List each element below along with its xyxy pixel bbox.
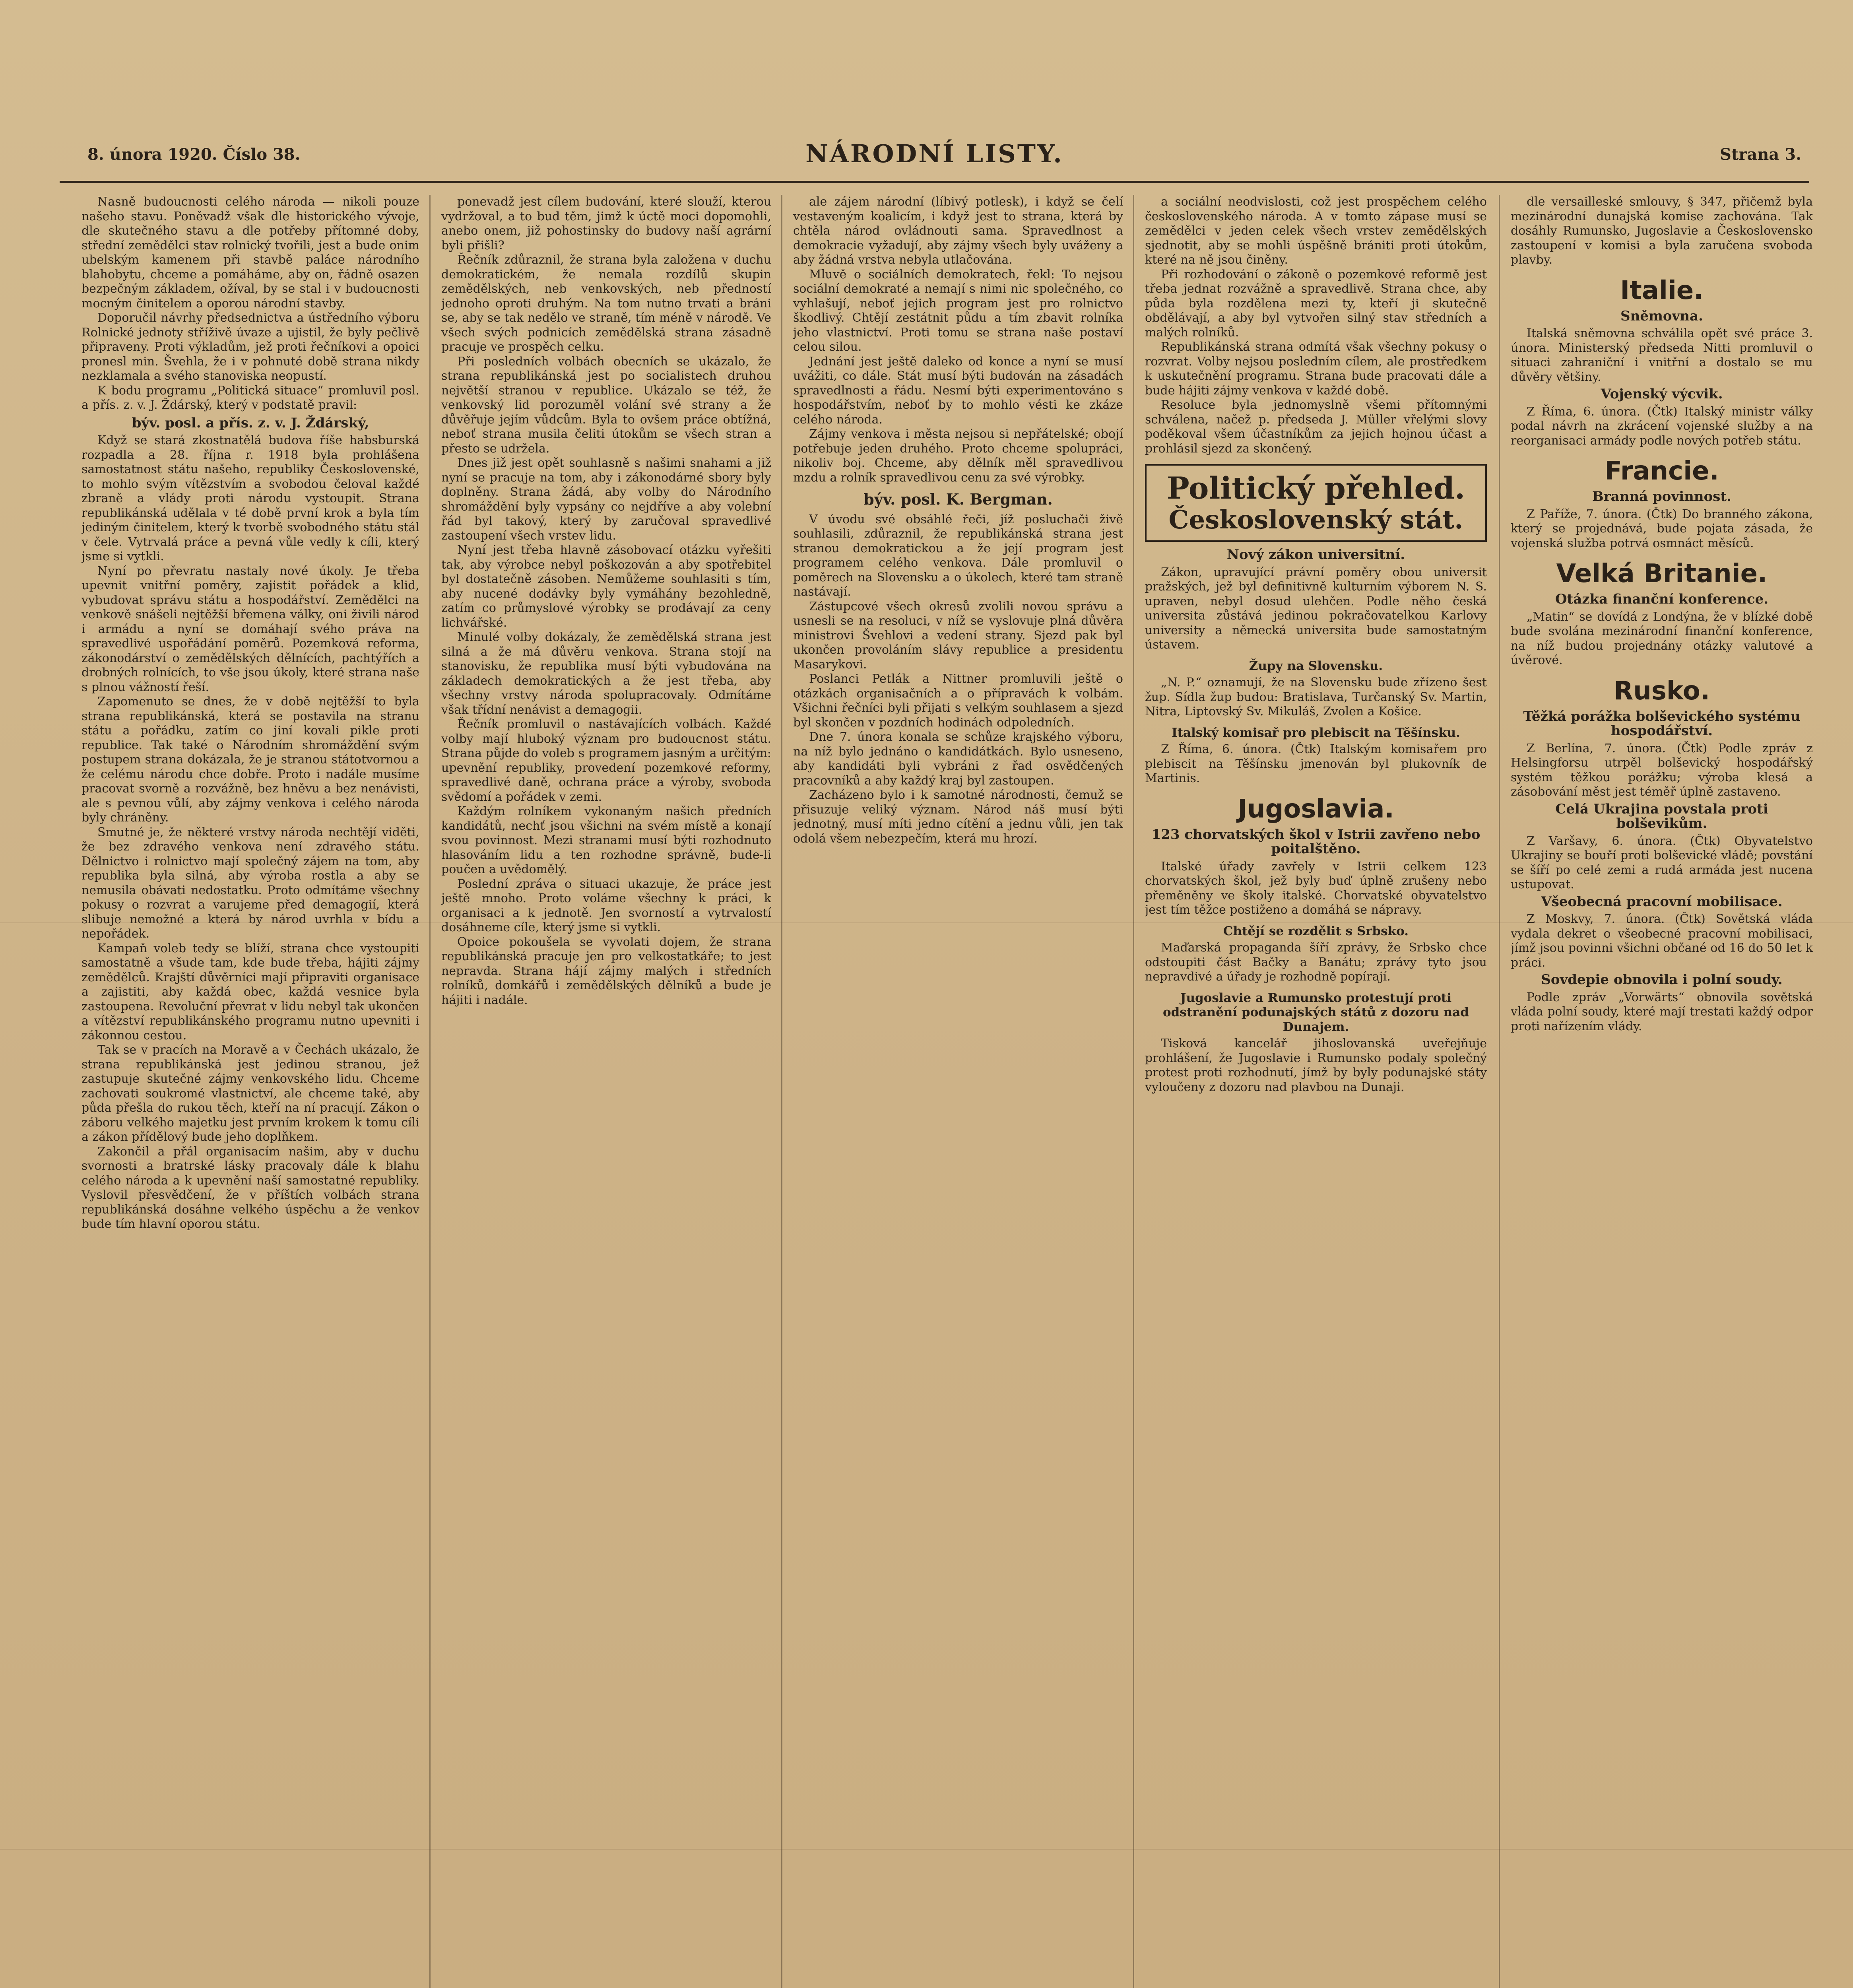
article-paragraph: Z Říma, 6. února. (Čtk) Italským komisařem pro plebiscit na Těšínsku jmenován byl plukovník de Martinis. — [1145, 742, 1487, 785]
article-headline: Celá Ukrajina povstala proti bolševikům. — [1555, 801, 1768, 831]
article-paragraph: Řečník promluvil o nastávajících volbách. Každé volby mají hluboký význam pro budoucnost státu. Strana půjde do voleb s programem jasným a určitým: upevnění republiky, provedení pozemkové reformy, spravedlivé daně, ochrana práce a výroby, svoboda svědomí a pořádek v zemi. — [441, 717, 771, 804]
article-paragraph: Minulé volby dokázaly, že zemědělská strana jest silná a že má důvěru venkova. Strana stojí na stanovisku, že republika musí býti vybudována na základech demokratických a že jest třeba, aby všechny vrstvy národa spolupracovaly. Odmítáme však třídní nenávist a demagogii. — [441, 630, 771, 717]
article-paragraph: Dnes již jest opět souhlasně s našimi snahami a již nyní se pracuje na tom, aby i zákonodárné sbory byly doplněny. Strana žádá, aby volby do Národního shromáždění byly vypsány co nejdříve a aby volební řád byl takový, který by zaručoval spravedlivé zastoupení všech vrstev lidu. — [441, 456, 771, 543]
article-paragraph: Tisková kancelář jihoslovanská uveřejňuje prohlášení, že Jugoslavie i Rumunsko podaly společný protest proti rozhodnutí, jímž by byly podunajské státy vyloučeny z dozoru nad plavbou na Dunaji. — [1145, 1037, 1487, 1094]
article-paragraph: Poslanci Petlák a Nittner promluvili ještě o otázkách organisačních a o přípravách k volbám. Všichni řečníci byli přijati s velkým souhlasem a sjezd byl skončen v pozdních hodinách odpoledních. — [793, 672, 1123, 730]
masthead — [60, 137, 1809, 183]
article-paragraph: ale zájem národní (líbivý potlesk), i když se čelí vestaveným koalicím, i když jest to strana, která by chtěla národ ovládnouti sama. Spravedlnost a demokracie vyžadují, aby zájmy všech byly uváženy a aby žádná vrstva nebyla utlačována. — [793, 195, 1123, 267]
article-paragraph: Kampaň voleb tedy se blíží, strana chce vystoupiti samostatně a všude tam, kde bude třeba, hájiti zájmy zemědělců. Krajští důvěrníci mají připraviti organisace a zajistiti, aby každá obec, každá vesnice byla zastoupena. Revoluční převrat v lidu nebyl tak ukončen a vítězství republikánského programu nutno upevniti i zákonnou cestou. — [81, 941, 419, 1043]
article-paragraph: Z Moskvy, 7. února. (Čtk) Sovětská vláda vydala dekret o všeobecné pracovní mobilisaci, jímž jsou povinni všichni občané od 16 do 50 let k práci. — [1511, 912, 1813, 970]
column-rule — [1133, 195, 1134, 1988]
article-paragraph: Zákon, upravující právní poměry obou universit pražských, jež byl definitivně kulturním výborem N. S. upraven, nebyl dosud ulehčen. Podle něho česká universita zůstává jedinou pokračovatelkou Karlovy university a německá universita bude samostatným ústavem. — [1145, 565, 1487, 652]
article-paragraph: Italská sněmovna schválila opět své práce 3. února. Ministerský předseda Nitti promluvil o situaci zahraniční i vnitřní a dostalo se mu důvěry většiny. — [1511, 326, 1813, 384]
speaker-name: býv. posl. a přís. z. v. J. Ždárský, — [132, 415, 369, 431]
article-paragraph: Podle zpráv „Vorwärts“ obnovila sovětská vláda polní soudy, které mají trestati každý odpor proti nařízením vlády. — [1511, 990, 1813, 1033]
article-paragraph: Poslední zpráva o situaci ukazuje, že práce jest ještě mnoho. Proto voláme všechny k práci, k organisaci a k jednotě. Jen svorností a vytrvalostí dosáhneme cíle, který jsme si vytkli. — [441, 877, 771, 934]
article-paragraph: Italské úřady zavřely v Istrii celkem 123 chorvatských škol, jež byly buď úplně zrušeny nebo přeměněny ve školy italské. Chorvatské obyvatelstvo jest tím těžce postiženo a domáhá se nápravy. — [1145, 859, 1487, 917]
article-paragraph: Tak se v pracích na Moravě a v Čechách ukázalo, že strana republikánská jest jedinou stranou, jež zastupuje skutečné zájmy venkovského lidu. Chceme zachovati soukromé vlastnictví, ale chceme také, aby půda přešla do rukou těch, kteří na ní pracují. Zákon o záboru velkého majetku jest prvním krokem k tomu cíli a zákon přídělový bude jeho doplňkem. — [81, 1043, 419, 1144]
article-paragraph: Zástupcové všech okresů zvolili novou správu a usnesli se na resoluci, v níž se vyslovuje plná důvěra ministrovi Švehlovi a vedení strany. Sjezd pak byl ukončen provoláním slávy republice a presidentu Masarykovi. — [793, 599, 1123, 672]
article-headline: Všeobecná pracovní mobilisace. — [1541, 893, 1783, 910]
article-paragraph: V úvodu své obsáhlé řeči, jíž posluchači živě souhlasili, zdůraznil, že republikánská strana jest stranou demokratickou a že její program jest programem celého venkova. Dále promluvil o poměrech na Slovensku a o úkolech, které tam straně nastávají. — [793, 512, 1123, 599]
column-rule — [781, 195, 782, 1988]
article-headline: Nový zákon universitní. — [1226, 547, 1405, 563]
article-paragraph: Opoice pokoušela se vyvolati dojem, že strana republikánská pracuje jen pro velkostatkáře; to jest nepravda. Strana hájí zájmy malých i středních rolníků, domkářů i zemědělských dělníků a bude je hájiti i nadále. — [441, 935, 771, 1007]
country-heading: Velká Britanie. — [1556, 559, 1768, 588]
article-headline: Těžká porážka bolševického systému hospodářství. — [1523, 708, 1801, 739]
section-banner — [1145, 464, 1487, 542]
article-paragraph: Z Berlína, 7. února. (Čtk) Podle zpráv z Helsingforsu utrpěl bolševický hospodářský systém těžkou porážku; výroba klesá a zásobování měst jest téměř úplně zastaveno. — [1511, 741, 1813, 799]
article-paragraph: Zapomenuto se dnes, že v době nejtěžší to byla strana republikánská, která se postavila na stranu státu a pořádku, zatím co jiní kovali pikle proti republice. Tak také o Národním shromáždění svým postupem strana dokázala, že je stranou státotvornou a že celému národu chce dobře. Proto i nadále musíme pracovat svorně a rozvážně, bez hněvu a bez nenávisti, ale s pevnou vůlí, aby zájmy venkova i celého národa byly chráněny. — [81, 695, 419, 825]
article-paragraph: ponevadž jest cílem budování, které slouží, kterou vydržoval, a to bud těm, jimž k úctě moci dopomohli, anebo onem, již pohostinsky do budovy naší agrární byli přišli? — [441, 195, 771, 252]
issue-date: 8. února 1920. Číslo 38. — [87, 145, 301, 164]
newspaper-title: NÁRODNÍ LISTY. — [805, 139, 1063, 168]
country-heading: Jugoslavia. — [1238, 794, 1394, 824]
column-rule — [429, 195, 431, 1988]
article-paragraph: Řečník zdůraznil, že strana byla založena v duchu demokratickém, že nemala rozdílů skupin zemědělských, neb venkovských, neb předností jednoho oproti druhým. Na tom nutno trvati a bráni se, aby se tak nedělo ve straně, tím méně v národě. Ve všech svých podnicích zemědělská strana zásadně pracuje ve prospěch celku. — [441, 253, 771, 354]
article-paragraph: Při rozhodování o zákoně o pozemkové reformě jest třeba jednat rozvážně a spravedlivě. Strana chce, aby půda byla rozdělena mezi ty, kteří ji skutečně obdělávají, a aby byl vytvořen silný stav středních a malých rolníků. — [1145, 267, 1487, 340]
article-headline: Otázka finanční konference. — [1555, 591, 1769, 607]
article-paragraph: Nyní jest třeba hlavně zásobovací otázku vyřešiti tak, aby výrobce nebyl poškozován a aby spotřebitel byl dostatečně zásoben. Nemůžeme souhlasiti s tím, aby nucené dodávky byly vymáhány bezohledně, zatím co průmyslové výrobky se prodávají za ceny lichvářské. — [441, 543, 771, 630]
article-paragraph: Každým rolníkem vykonaným našich předních kandidátů, nechť jsou všichni na svém místě a konají svou povinnost. Mezi stranami musí býti rozhodnuto hlasováním lidu a ten rozhodne správně, bude-li poučen a uvědomělý. — [441, 804, 771, 876]
article-paragraph: „N. P.“ oznamují, že na Slovensku bude zřízeno šest žup. Sídla žup budou: Bratislava, Turčanský Sv. Martin, Nitra, Liptovský Sv. Mikuláš, Zvolen a Košice. — [1145, 676, 1487, 718]
country-heading: Rusko. — [1613, 676, 1710, 706]
article-paragraph: Zájmy venkova i města nejsou si nepřátelské; obojí potřebuje jeden druhého. Proto chceme spolupráci, nikoliv boj. Chceme, aby dělník měl spravedlivou mzdu a rolník spravedlivou cenu za své výrobky. — [793, 427, 1123, 485]
article-headline: Jugoslavie a Rumunsko protestují proti odstranění podunajských států z dozoru nad Dunajem. — [1163, 990, 1469, 1034]
article-paragraph: Nasně budoucnosti celého národa — nikoli pouze našeho stavu. Poněvadž však dle historického vývoje, dle skutečného stavu a dle potřeby přítomné doby, střední zemědělci stav rolnický tvořili, jest a bude onim ubelským kamenem při stavbě paláce národního blahobytu, chceme a pomáháme, aby on, řádně osazen bezpečným základem, ožíval, by se stal i v budoucnosti mocným činitelem a oporou národní stavby. — [81, 195, 419, 311]
article-paragraph: „Matin“ se dovídá z Londýna, že v blízké době bude svolána mezinárodní finanční konference, na níž budou projednány otázky valutové a úvěrové. — [1511, 610, 1813, 667]
article-headline: Sovdepie obnovila i polní soudy. — [1541, 972, 1783, 988]
country-heading: Francie. — [1605, 456, 1719, 486]
column-5 — [1511, 195, 1813, 1988]
article-paragraph: a sociální neodvislosti, což jest prospěchem celého československého národa. A v tomto zápase musí se zemědělci v jeden celek všech vrstev zemědělských sjednotit, aby se mohli úspěšně brániti proti útokům, které na ně jsou činěny. — [1145, 195, 1487, 267]
column-1 — [81, 195, 419, 1988]
article-paragraph: Mluvě o sociálních demokratech, řekl: To nejsou sociální demokraté a nemají s nimi nic společného, co vyhlašují, neboť jejich program jest pro rolnictvo škodlivý. Chtějí zestátnit půdu a tím zbavit rolníka jeho vlastnictví. Proti tomu se strana naše postaví celou silou. — [793, 267, 1123, 354]
article-paragraph: Z Paříže, 7. února. (Čtk) Do branného zákona, který se projednává, bude pojata zásada, že vojenská služba potrvá osmnáct měsíců. — [1511, 507, 1813, 550]
article-paragraph: Republikánská strana odmítá však všechny pokusy o rozvrat. Volby nejsou posledním cílem, ale prostředkem k uskutečnění programu. Strana bude pracovati dále a bude hájiti zájmy venkova v každé době. — [1145, 340, 1487, 398]
section-title: Politický přehled. — [1166, 470, 1465, 506]
article-headline: Italský komisař pro plebiscit na Těšínsku. — [1172, 725, 1460, 740]
article-paragraph: Dne 7. února konala se schůze krajského výboru, na níž bylo jednáno o kandidátkách. Bylo usneseno, aby kandidáti byli vybráni z řad osvědčených pracovníků a aby každý kraj byl zastoupen. — [793, 730, 1123, 788]
article-headline: Sněmovna. — [1620, 308, 1703, 324]
column-rule — [1499, 195, 1500, 1988]
article-paragraph: Doporučil návrhy předsednictva a ústředního výboru Rolnické jednoty stříživě úvaze a ujistil, že byly pečlivě připraveny. Proti výkladům, jež proti řečníkovi a opoici pronesl min. Švehla, že i v pohnuté době strana nikdy nezklamala a svého stanoviska neopustí. — [81, 311, 419, 383]
country-heading: Italie. — [1620, 276, 1704, 305]
article-paragraph: Maďarská propaganda šíří zprávy, že Srbsko chce odstoupiti část Bačky a Banátu; zprávy tyto jsou nepravdivé a úřady je rozhodně popírají. — [1145, 941, 1487, 984]
column-3 — [793, 195, 1123, 1988]
speaker-name: býv. posl. K. Bergman. — [863, 490, 1053, 508]
article-headline: Vojenský výcvik. — [1601, 386, 1723, 402]
article-paragraph: Smutné je, že některé vrstvy národa nechtějí viděti, že bez zdravého venkova není zdravého státu. Dělnictvo i rolnictvo mají společný zájem na tom, aby republika byla silná, aby výroba rostla a aby se nemusila obávati nedostatku. Proto odmítáme všechny pokusy o rozvrat a varujeme před demagogií, která slibuje nemožné a která by národ uvrhla v bídu a nepořádek. — [81, 825, 419, 941]
article-paragraph: Resoluce byla jednomyslně všemi přítomnými schválena, načež p. předseda J. Müller vřelými slovy poděkoval všem účastníkům za jejich hojnou účast a prohlásil sjezd za skončený. — [1145, 398, 1487, 456]
article-headline: Branná povinnost. — [1592, 489, 1731, 505]
article-paragraph: Při posledních volbách obecních se ukázalo, že strana republikánská jest po socialistech druhou největší stranou v republice. Ukázalo se též, že venkovský lid porozuměl volání své strany a že důvěřuje jejím vůdcům. Byla to ovšem práce obtížná, neboť strana musila čeliti útokům se všech stran a přesto se udržela. — [441, 354, 771, 456]
article-headline: Župy na Slovensku. — [1249, 658, 1383, 673]
column-4 — [1145, 195, 1487, 1988]
article-paragraph: Z Říma, 6. února. (Čtk) Italský ministr války podal návrh na zkrácení vojenské služby a na reorganisaci armády podle nových potřeb státu. — [1511, 404, 1813, 448]
section-subtitle: Československý stát. — [1168, 505, 1463, 535]
article-headline: 123 chorvatských škol v Istrii zavřeno nebo poitalštěno. — [1151, 826, 1480, 857]
article-paragraph: Když se stará zkostnatělá budova říše habsburská rozpadla a 28. října r. 1918 byla prohlášena samostatnost státu našeho, republiky Československé, to mohlo svým vítězstvím a svobodou čeloval každé zbraně a vlády proti národu vystoupit. Strana republikánská udělala v té době první krok a byla tím jediným činitelem, který k tvorbě svobodného státu stál v čele. Vytrvalá práce a pevná vůle vedly k cíli, který jsme si vytkli. — [81, 433, 419, 563]
column-2 — [441, 195, 771, 1988]
article-paragraph: K bodu programu „Politická situace“ promluvil posl. a přís. z. v. J. Ždárský, který v podstatě pravil: — [81, 383, 419, 412]
article-paragraph: Zacházeno bylo i k samotné národnosti, čemuž se přisuzuje veliký význam. Národ náš musí býti jednotný, musí míti jedno cítění a jednu vůli, jen tak odolá všem nebezpečím, která mu hrozí. — [793, 788, 1123, 846]
article-headline: Chtějí se rozdělit s Srbsko. — [1223, 924, 1409, 938]
article-paragraph: Nyní po převratu nastaly nové úkoly. Je třeba upevnit vnitřní poměry, zajistit pořádek a klid, vybudovat správu státu a hospodářství. Zemědělci na venkově snášeli nejtěžší břemena války, oni živili národ i armádu a nyní se domáhají svého práva na spravedlivé uspořádání poměrů. Pozemková reforma, zákonodárství o zemědělských dělnících, pachtýřích a drobných rolnících, to vše jsou úkoly, které strana naše s plnou vážností řeší. — [81, 564, 419, 694]
article-paragraph: Jednání jest ještě daleko od konce a nyní se musí uvážiti, co dále. Stát musí býti budován na zásadách spravedlnosti a řádu. Nesmí býti experimentováno s hospodářstvím, neboť by to mohlo vésti ke zkáze celého národa. — [793, 354, 1123, 427]
article-paragraph: Zakončil a přál organisacím našim, aby v duchu svornosti a bratrské lásky pracovaly dále k blahu celého národa a k upevnění naší samostatné republiky. Vyslovil přesvědčení, že v příštích volbách strana republikánská dosáhne velkého úspěchu a že venkov bude tím hlavní oporou státu. — [81, 1144, 419, 1231]
article-paragraph: Z Varšavy, 6. února. (Čtk) Obyvatelstvo Ukrajiny se bouří proti bolševické vládě; povstání se šíří po celé zemi a rudá armáda jest nucena ustupovat. — [1511, 834, 1813, 891]
article-paragraph: dle versailleské smlouvy, § 347, přičemž byla mezinárodní dunajská komise zachována. Tak dosáhly Rumunsko, Jugoslavie a Československo zastoupení v komisi a byla zaručena svoboda plavby. — [1511, 195, 1813, 267]
page-number: Strana 3. — [1719, 145, 1801, 164]
